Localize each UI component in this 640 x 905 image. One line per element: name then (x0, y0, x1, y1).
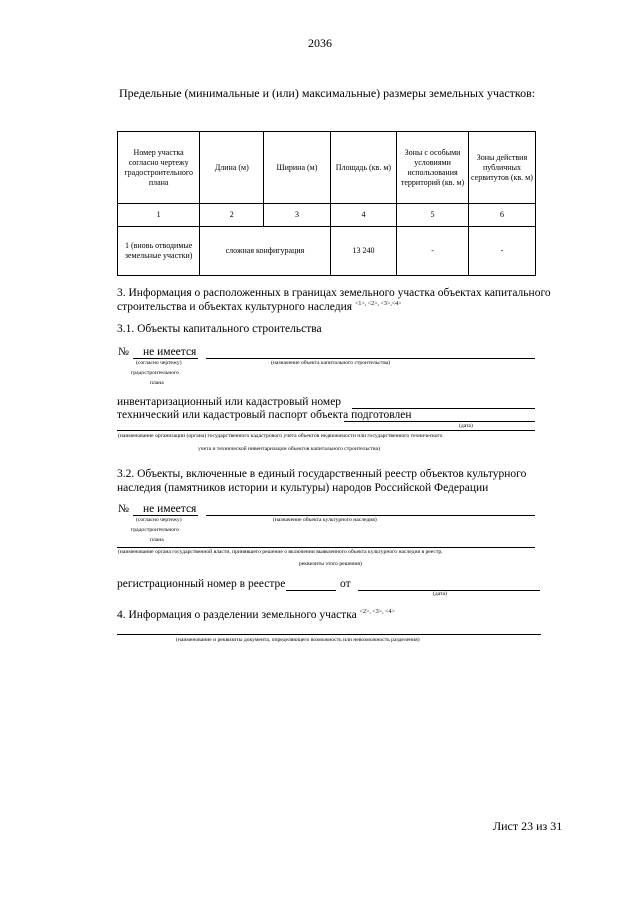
section4-title-text: 4. Информация о разделении земельного участка (117, 609, 357, 621)
header-zones: Зоны с особыми условиями использования территорий (кв. м) (397, 132, 469, 204)
heritage-value: не имеется (143, 503, 197, 515)
section31-title: 3.1. Объекты капитального строительства (117, 323, 322, 335)
section-title: Предельные (минимальные и (или) максимальные) размеры земельных участков: (119, 86, 536, 100)
hint-authority-line2: реквизиты этого решения) (299, 561, 362, 567)
table-header-row (118, 132, 536, 204)
col-number: 1 (118, 204, 200, 227)
underline (358, 590, 540, 591)
cell-zones: - (397, 227, 469, 276)
no-label: № (118, 346, 129, 358)
hint-org-line2: учета и технической инвентаризации объектов капитального строительства) (198, 446, 380, 452)
section32-title-line2: наследия (памятников истории и культуры) народов Российской Федерации (117, 482, 489, 494)
header-plot-number: Номер участка согласно чертежу градостроительного плана (118, 132, 200, 204)
underline (133, 358, 198, 359)
hint-plan3: плана (150, 537, 164, 543)
plot-value: не имеется (143, 346, 197, 358)
underline (206, 515, 535, 516)
table-number-row (118, 204, 536, 227)
underline (206, 358, 535, 359)
inventory-label: инвентаризационный или кадастровый номер (117, 396, 342, 408)
hint-purpose: (назначение объекта культурного наследия) (273, 517, 377, 523)
col-number: 2 (200, 204, 264, 227)
hint-date: (дата) (433, 591, 447, 597)
registry-label: регистрационный номер в реестре (117, 578, 286, 590)
cell-config: сложная конфигурация (200, 227, 330, 276)
cell-plot: 1 (вновь отводимые земельные участки) (118, 227, 200, 276)
header-length: Длина (м) (200, 132, 264, 204)
plot-dimensions-table (117, 131, 536, 276)
hint-plan: (согласно чертежу) (136, 517, 182, 523)
hint-division: (наименование и реквизиты документа, определяющего возможность или невозможность разделения) (176, 637, 420, 643)
underline (133, 515, 198, 516)
section3-refs: <1>, <2>, <3>,<4> (354, 301, 402, 308)
underline (117, 547, 535, 548)
hint-authority-line1: (наименование органа государственной власти, принявшего решение о включении выявленного объекта культурного наследия в реестр, (118, 549, 443, 555)
section3-title-line1: 3. Информация о расположенных в границах земельного участка объектах капитального (117, 287, 551, 299)
col-number: 3 (264, 204, 330, 227)
underline (117, 634, 541, 635)
underline (344, 421, 535, 422)
underline (286, 590, 336, 591)
header-width: Ширина (м) (264, 132, 330, 204)
hint-date: (дата) (459, 423, 473, 429)
header-area: Площадь (кв. м) (330, 132, 397, 204)
section32-title-line1: 3.2. Объекты, включенные в единый государственный реестр объектов культурного (117, 468, 527, 480)
col-number: 4 (330, 204, 397, 227)
hint-plan2: градостроительного (131, 527, 179, 533)
section3-title-text: строительства и объектах культурного наследия (117, 301, 353, 313)
section4-refs: <2>, <3>, <4> (359, 609, 395, 616)
hint-purpose: (назначение объекта капитального строительства) (271, 360, 391, 366)
page-footer: Лист 23 из 31 (493, 819, 563, 833)
hint-plan: (согласно чертежу) (136, 360, 182, 366)
page-number: 2036 (308, 36, 332, 50)
header-servitudes: Зоны действия публичных сервитутов (кв. м) (468, 132, 535, 204)
hint-plan3: плана (150, 380, 164, 386)
underline (117, 430, 535, 431)
table-row (118, 227, 536, 276)
cell-servitudes: - (468, 227, 535, 276)
col-number: 6 (468, 204, 535, 227)
passport-label: технический или кадастровый паспорт объекта подготовлен (117, 409, 412, 421)
cell-area: 13 240 (330, 227, 397, 276)
section3-title-line2 (117, 301, 402, 313)
col-number: 5 (397, 204, 469, 227)
hint-org-line1: (наименование организации (органа) государственного кадастрового учета объектов недвижимости или государственного технического (118, 433, 443, 439)
section4-title (117, 609, 395, 621)
hint-plan2: градостроительного (131, 370, 179, 376)
from-label: от (340, 578, 351, 590)
no-label: № (118, 503, 129, 515)
